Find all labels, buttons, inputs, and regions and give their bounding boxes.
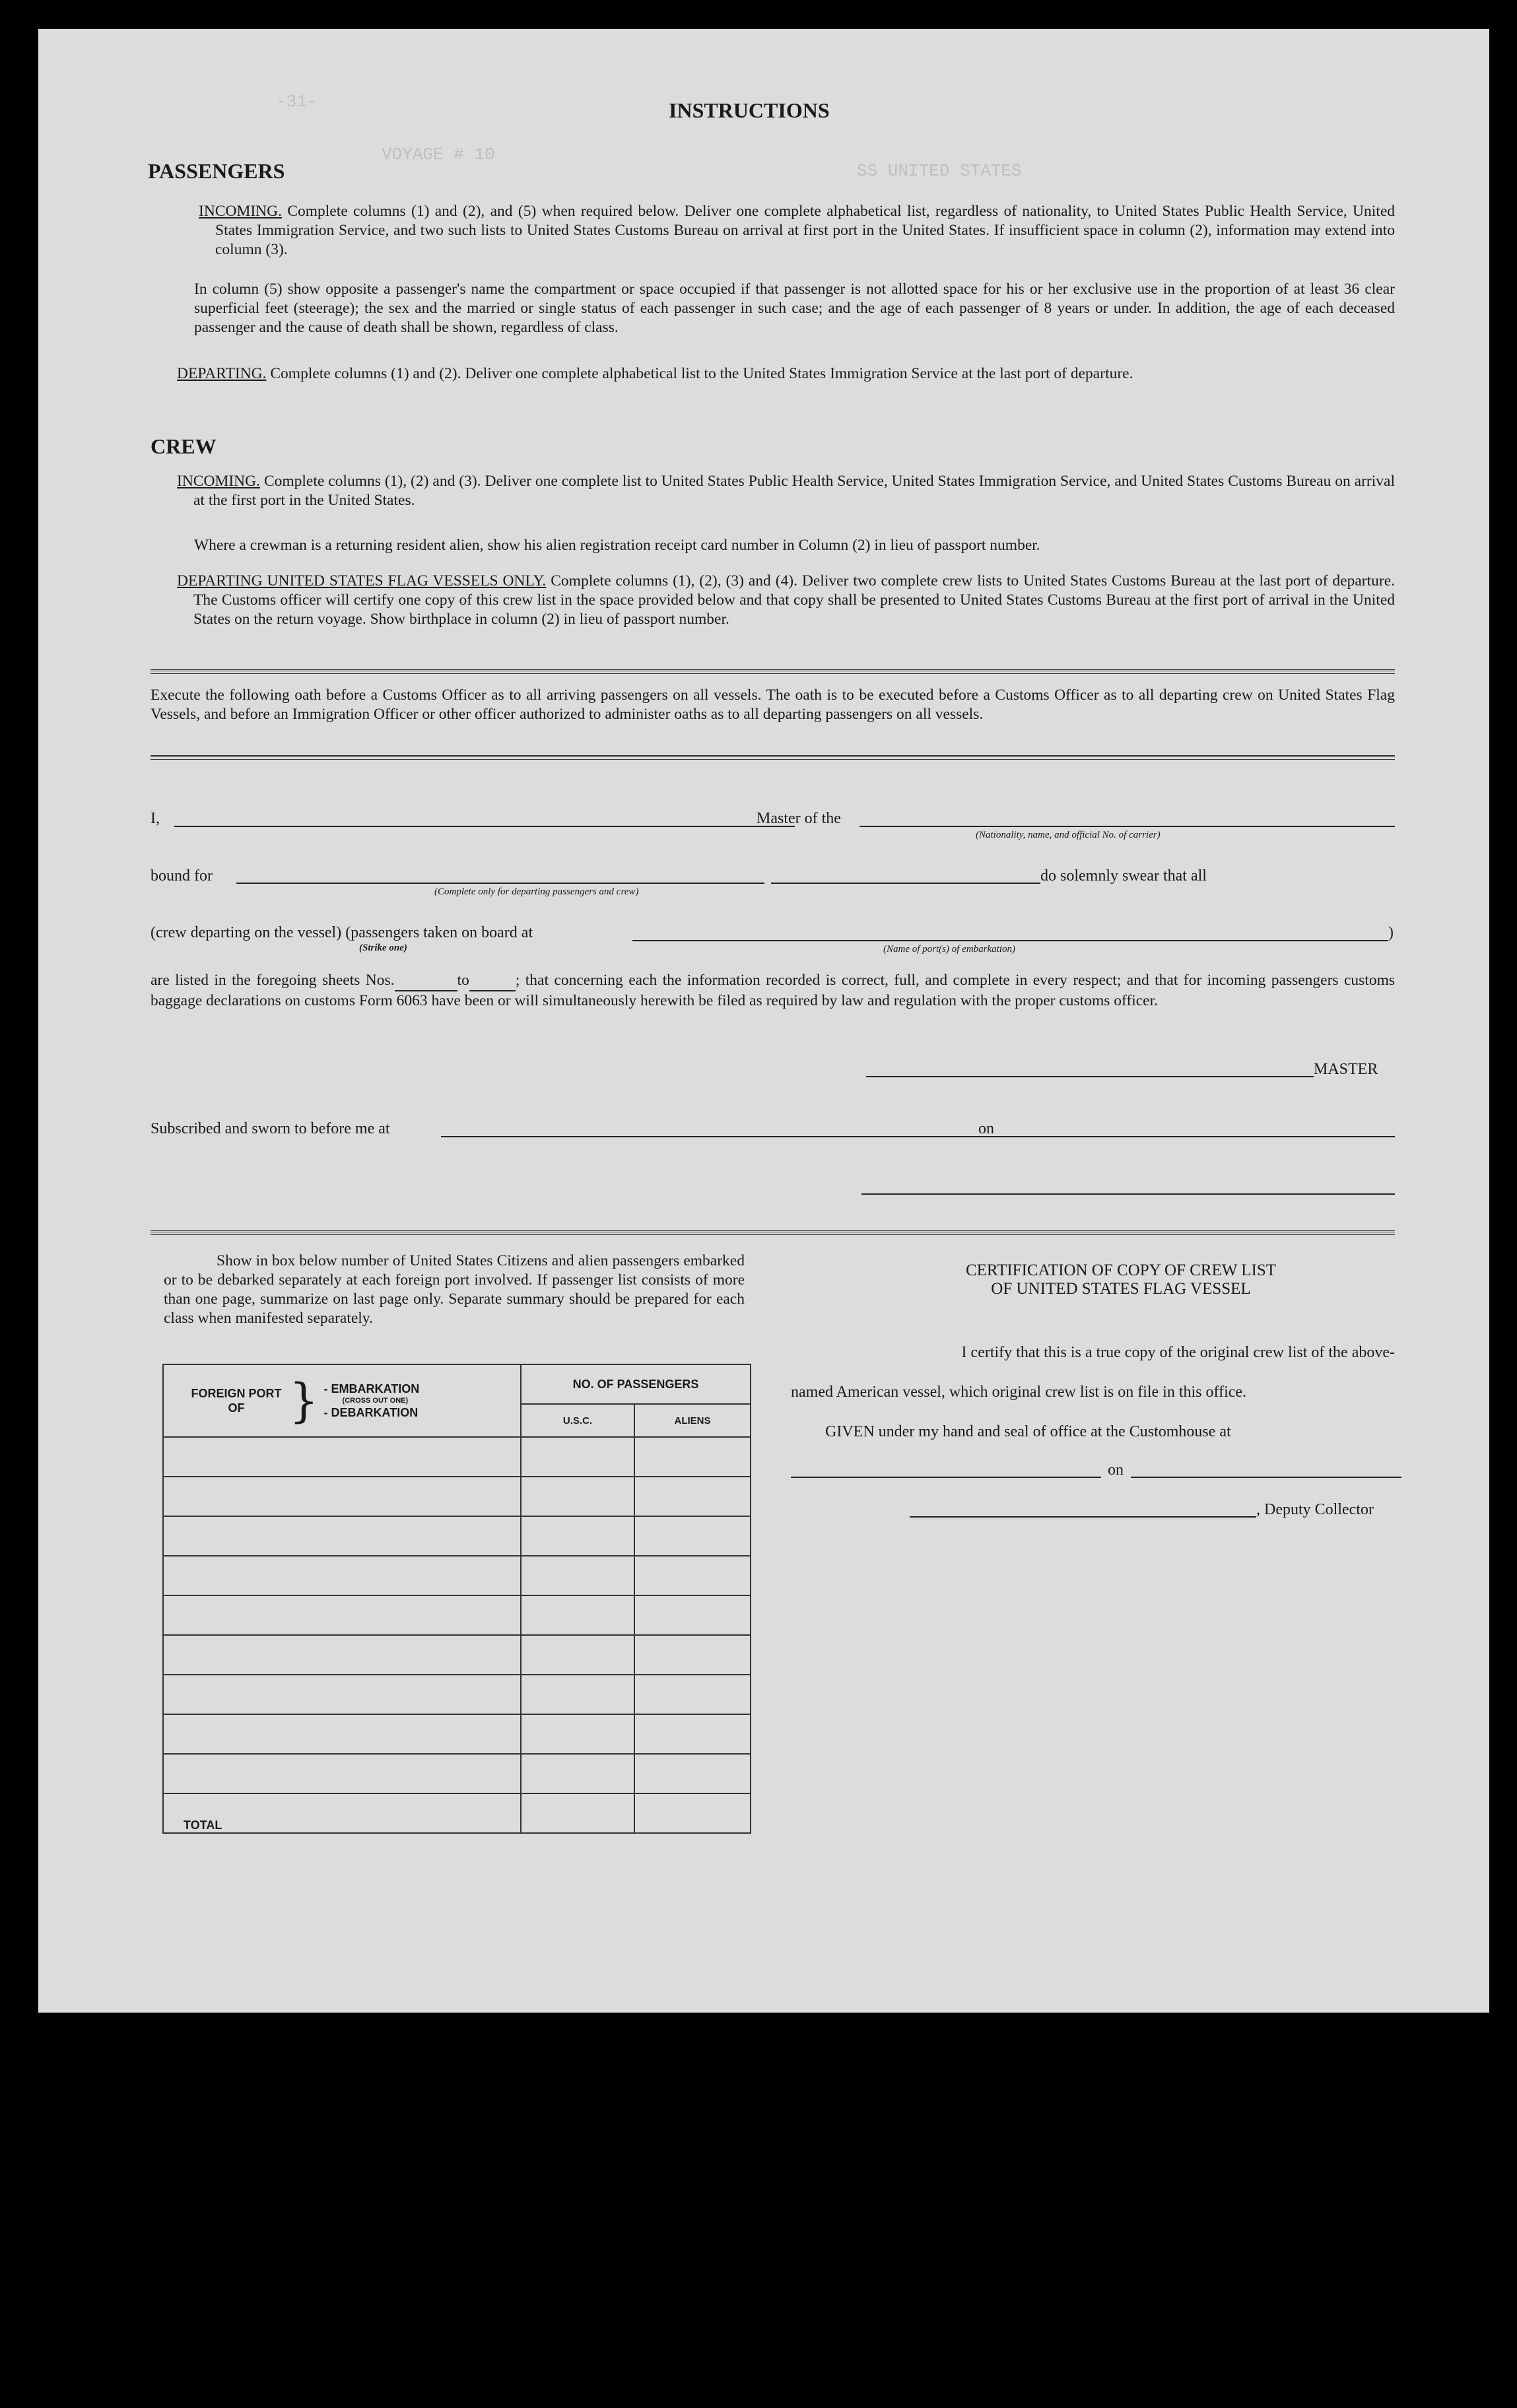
usc-total-cell[interactable] [521, 1793, 634, 1833]
to-label: to [457, 972, 469, 989]
usc-cell[interactable] [521, 1714, 634, 1754]
crew-incoming [177, 472, 1395, 510]
port-cell[interactable] [163, 1675, 521, 1714]
table-row [163, 1714, 751, 1754]
oath-intro [151, 686, 1395, 724]
usc-cell[interactable] [521, 1595, 634, 1635]
aliens-header: ALIENS [634, 1404, 751, 1437]
bound-for-label: bound for [151, 867, 213, 885]
sheet-to-field[interactable] [469, 971, 516, 991]
master-name-field[interactable] [174, 826, 795, 827]
passengers-departing [177, 364, 1395, 384]
crew-departing-text: Complete columns (1), (2), (3) and (4). Deliver two complete crew lists to United States Customs Bureau at the last port of departure. The Customs officer will certify one copy of this crew list in the space provided below and that copy shall be presented to United States Customs Bureau at the first port of arrival in the United States on the return voyage. Show birthplace in column (2) in lieu of passport number. [193, 572, 1395, 628]
cross-out-label: (CROSS OUT ONE) [342, 1397, 409, 1405]
listed-paragraph [151, 971, 1395, 1011]
oath-intro-text: Execute the following oath before a Customs Officer as to all arriving passengers on all vessels. The oath is to be executed before a Customs Officer as to all departing crew on United States Flag Vessels, and before an Immigration Officer or other officer authorized to administer oaths as to all departing passengers on all vessels. [151, 686, 1395, 723]
total-label: TOTAL [163, 1793, 521, 1833]
certify-line-1: I certify that this is a true copy of the original crew list of the above- [961, 1344, 1395, 1361]
aliens-cell[interactable] [634, 1635, 751, 1675]
aliens-total-cell[interactable] [634, 1793, 751, 1833]
crew-departing [177, 572, 1395, 629]
deputy-signature-field[interactable] [910, 1516, 1256, 1518]
aliens-cell[interactable] [634, 1477, 751, 1516]
bleed-through-text: VOYAGE # 10 [382, 145, 495, 164]
sworn-place-field[interactable] [441, 1136, 1009, 1137]
aliens-cell[interactable] [634, 1437, 751, 1477]
foreign-port-label: FOREIGN PORT OF [191, 1387, 282, 1415]
incoming-label: INCOMING. [199, 203, 282, 220]
aliens-cell[interactable] [634, 1754, 751, 1793]
summary-text: Show in box below number of United States Citizens and alien passengers embarked or to be debarked separately at each foreign port involved. If passenger list consists of more than one page, summarize on last page only. Separate summary should be prepared for each class when manifested separately. [164, 1252, 745, 1327]
passenger-summary-table [162, 1364, 751, 1834]
departing-label: DEPARTING. [177, 365, 267, 382]
no-passengers-header: NO. OF PASSENGERS [521, 1364, 751, 1404]
crew-departing-label-2: (crew departing on the vessel) (passengers taken on board at [151, 924, 533, 941]
i-label: I, [151, 810, 160, 827]
on-label: on [978, 1120, 994, 1137]
crew-incoming-label: INCOMING. [177, 473, 260, 490]
usc-cell[interactable] [521, 1754, 634, 1793]
divider [151, 755, 1395, 760]
port-cell[interactable] [163, 1516, 521, 1556]
bleed-through-text: -31- [276, 92, 318, 112]
certification-heading [830, 1261, 1411, 1298]
usc-cell[interactable] [521, 1635, 634, 1675]
master-signature-field[interactable] [866, 1076, 1314, 1077]
table-row [163, 1477, 751, 1516]
embarkation-label: - EMBARKATION [323, 1382, 420, 1395]
aliens-cell[interactable] [634, 1556, 751, 1595]
master-of-label: Master of the [757, 810, 841, 827]
subscribed-label: Subscribed and sworn to before me at [151, 1120, 390, 1137]
aliens-cell[interactable] [634, 1675, 751, 1714]
listed-text-2: ; that concerning each the information recorded is correct, full, and complete in every respect; and that for incoming passengers customs baggage declarations on customs Form 6063 have been or will simultaneously herewith be filed as required by law and regulation with the proper customs officer. [151, 972, 1395, 1009]
carrier-caption: (Nationality, name, and official No. of carrier) [976, 830, 1161, 840]
document-page [38, 29, 1489, 2013]
crew-incoming-text: Complete columns (1), (2) and (3). Deliver one complete list to United States Public Health Service, United States Immigration Service, and United States Customs Bureau on arrival at the first port in the United States. [193, 473, 1396, 509]
passengers-heading: PASSENGERS [148, 159, 285, 183]
crew-heading: CREW [151, 434, 217, 458]
crew-departing-label: DEPARTING UNITED STATES FLAG VESSELS ONLY. [177, 572, 547, 589]
carrier-field[interactable] [860, 826, 1395, 827]
usc-cell[interactable] [521, 1516, 634, 1556]
table-row [163, 1675, 751, 1714]
resident-text: Where a crewman is a returning resident alien, show his alien registration receipt card number in Column (2) in lieu of passport number. [194, 537, 1040, 554]
port-cell[interactable] [163, 1437, 521, 1477]
column5-text: In column (5) show opposite a passenger's name the compartment or space occupied if that passenger is not allotted space for his or her exclusive use in the proportion of at least 36 clear superficial feet (steerage); the sex and the married or single status of each passenger in such case; and the age of each passenger of 8 years or under. In addition, the age of each deceased passenger and the cause of death shall be shown, regardless of class. [194, 281, 1395, 336]
debarkation-label: - DEBARKATION [323, 1406, 419, 1419]
given-label: GIVEN under my hand and seal of office at the Customhouse at [825, 1423, 1231, 1440]
departing-text: Complete columns (1) and (2). Deliver one complete alphabetical list to the United States Immigration Service at the last port of departure. [270, 365, 1133, 382]
bound-for-field[interactable] [236, 883, 764, 884]
close-paren: ) [1388, 924, 1394, 941]
certification-heading-2: OF UNITED STATES FLAG VESSEL [991, 1280, 1251, 1298]
usc-header: U.S.C. [521, 1404, 634, 1437]
usc-cell[interactable] [521, 1556, 634, 1595]
aliens-cell[interactable] [634, 1516, 751, 1556]
bound-caption: (Complete only for departing passengers and crew) [434, 886, 639, 897]
port-field[interactable] [632, 940, 1388, 941]
total-row [163, 1793, 751, 1833]
bound-for-field-2[interactable] [771, 883, 1040, 884]
aliens-cell[interactable] [634, 1595, 751, 1635]
certification-heading-1: CERTIFICATION OF COPY OF CREW LIST [965, 1261, 1277, 1279]
passengers-incoming [177, 202, 1395, 259]
certify-line-2: named American vessel, which original crew list is on file in this office. [791, 1384, 1247, 1401]
strike-one-caption: (Strike one) [359, 943, 407, 953]
customhouse-field[interactable] [791, 1477, 1101, 1478]
bleed-through-text: SS UNITED STATES [857, 161, 1022, 181]
table-row [163, 1635, 751, 1675]
listed-text-1: are listed in the foregoing sheets Nos. [151, 972, 395, 989]
usc-cell[interactable] [521, 1437, 634, 1477]
port-caption: (Name of port(s) of embarkation) [883, 944, 1015, 954]
officer-signature-field[interactable] [861, 1193, 1395, 1195]
master-label: MASTER [1314, 1061, 1378, 1078]
sworn-date-field[interactable] [1009, 1136, 1395, 1137]
summary-instructions [164, 1252, 745, 1328]
port-cell[interactable] [163, 1595, 521, 1635]
table-row [163, 1556, 751, 1595]
table-row [163, 1437, 751, 1477]
deputy-label: , Deputy Collector [1256, 1501, 1374, 1518]
aliens-cell[interactable] [634, 1714, 751, 1754]
foreign-port-header [163, 1364, 521, 1437]
passengers-column5 [194, 280, 1395, 337]
page-title: INSTRUCTIONS [669, 98, 830, 122]
divider [151, 1230, 1395, 1235]
cert-on-label: on [1108, 1461, 1124, 1479]
port-cell[interactable] [163, 1477, 521, 1516]
swear-label: do solemnly swear that all [1040, 867, 1207, 885]
cert-date-field[interactable] [1131, 1477, 1401, 1478]
table-row [163, 1595, 751, 1635]
brace-symbol: } [289, 1374, 319, 1428]
divider [151, 669, 1395, 674]
crew-resident [194, 536, 1395, 555]
table-row [163, 1516, 751, 1556]
usc-cell[interactable] [521, 1675, 634, 1714]
port-cell[interactable] [163, 1635, 521, 1675]
port-cell[interactable] [163, 1754, 521, 1793]
usc-cell[interactable] [521, 1477, 634, 1516]
sheet-from-field[interactable] [395, 971, 457, 991]
port-cell[interactable] [163, 1556, 521, 1595]
port-cell[interactable] [163, 1714, 521, 1754]
table-row [163, 1754, 751, 1793]
incoming-text: Complete columns (1) and (2), and (5) when required below. Deliver one complete alphabetical list, regardless of nationality, to United States Public Health Service, United States Immigration Service, and two such lists to United States Customs Bureau on arrival at first port in the United States. If insufficient space in column (2), information may extend into column (3). [215, 203, 1395, 258]
